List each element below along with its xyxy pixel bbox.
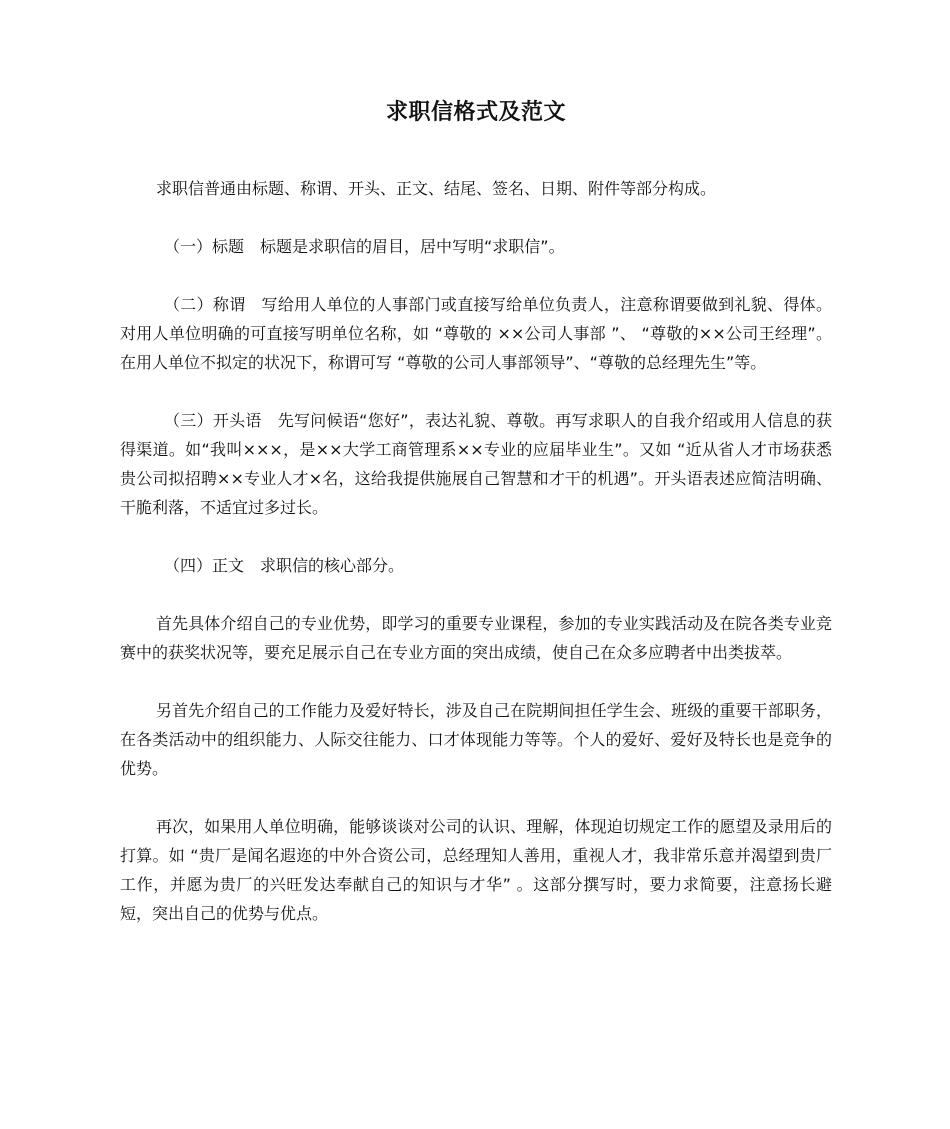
document-title: 求职信格式及范文 [385,100,566,125]
section-text: 写给用人单位的人事部门或直接写给单位负责人，注意称谓要做到礼貌、得体。对用人单位明确的可直接写明单位名称，如 “尊敬的 ××公司人事部 ”、 “尊敬的××公司王经理”。在用人单位不拟定的状况下，称谓可写 “尊敬的公司人事部领导”、“尊敬的总经理先生”等。 [120,295,832,372]
section-body [120,551,832,580]
section-title-heading [120,232,832,261]
section-label: （四）正文 [164,556,245,575]
section-text: 求职信的核心部分。 [260,556,405,575]
body-paragraph-abilities: 另首先介绍自己的工作能力及爱好特长，涉及自己在院期间担任学生会、班级的重要干部职务，在各类活动中的组织能力、人际交往能力、口才体现能力等等。个人的爱好、爱好及特长也是竞争的优势。 [120,701,832,778]
document-page [120,96,832,957]
section-opening [120,406,832,522]
section-label: （三）开头语 [164,411,262,430]
section-label: （二）称谓 [164,295,246,314]
intro-paragraph: 求职信普通由标题、称谓、开头、正文、结尾、签名、日期、附件等部分构成。 [156,179,717,198]
section-text: 先写问候语“您好”，表达礼貌、尊敬。再写求职人的自我介绍或用人信息的获得渠道。如“我叫×××，是××大学工商管理系××专业的应届毕业生”。又如 “近从省人才市场获悉贵公司拟招聘××专业人才×名，这给我提供施展自己智慧和才干的机遇”。开头语表述应简洁明确、干脆利落，不适宜过多过长。 [120,411,832,517]
section-salutation [120,290,832,377]
section-text: 标题是求职信的眉目，居中写明“求职信”。 [260,237,565,256]
body-paragraph-professional: 首先具体介绍自己的专业优势，即学习的重要专业课程，参加的专业实践活动及在院各类专业竞赛中的获奖状况等，要充足展示自己在专业方面的突出成绩，使自己在众多应聘者中出类拔萃。 [120,614,832,662]
body-paragraph-motivation: 再次，如果用人单位明确，能够谈谈对公司的认识、理解，体现迫切规定工作的愿望及录用后的打算。如 “贵厂是闻名遐迩的中外合资公司，总经理知人善用，重视人才，我非常乐意并渴望到贵厂工作，并愿为贵厂的兴旺发达奉献自己的知识与才华” 。这部分撰写时，要力求简要，注意扬长避短，突出自己的优势与优点。 [120,817,832,923]
section-label: （一）标题 [164,237,245,256]
